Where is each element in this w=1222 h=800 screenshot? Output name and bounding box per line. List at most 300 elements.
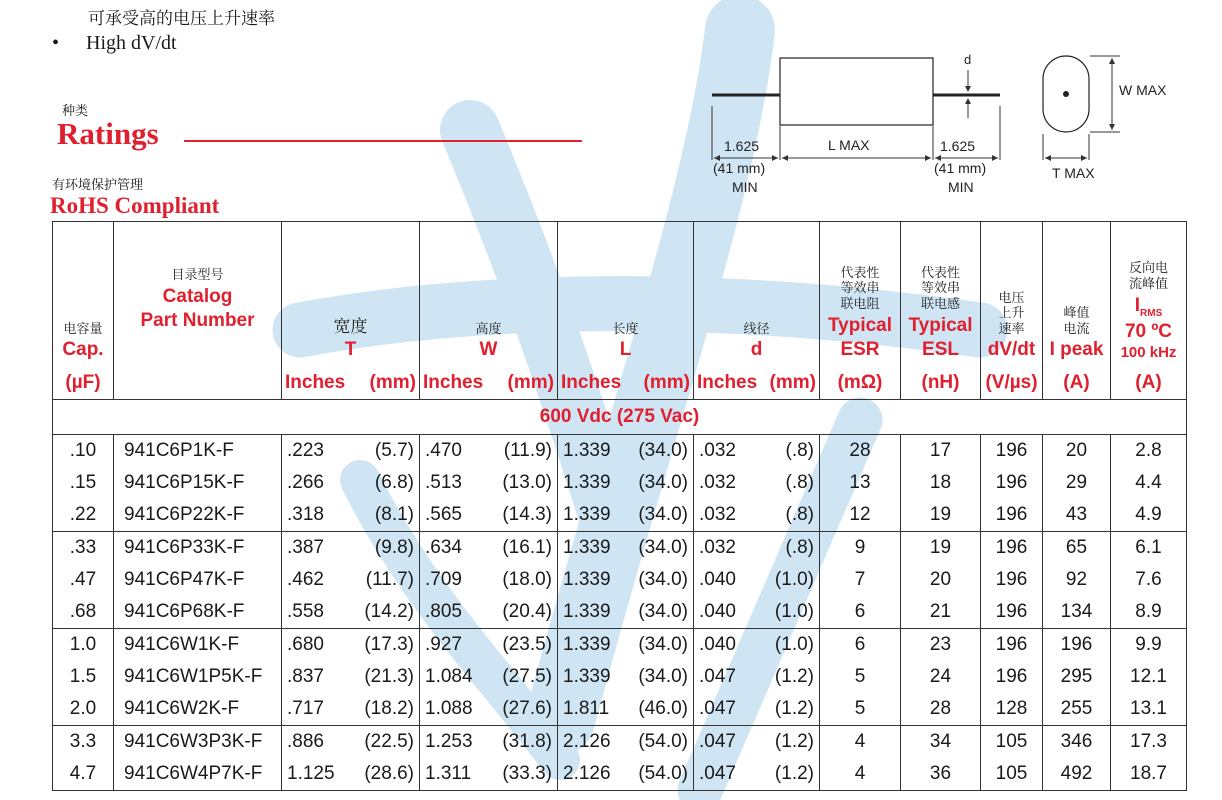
cell-t_in: .462 xyxy=(287,569,324,590)
header-esr-cn1: 代表性 xyxy=(840,265,880,281)
header-t-en: T xyxy=(344,339,357,361)
cell-esr: 12 xyxy=(820,499,901,532)
cell-w xyxy=(420,661,558,693)
cell-esr: 7 xyxy=(820,564,901,596)
header-dvdt-unit: (V/µs) xyxy=(985,372,1038,394)
cell-irms: 8.9 xyxy=(1111,596,1187,629)
cell-part: 941C6P22K-F xyxy=(114,499,282,532)
cell-cap: .22 xyxy=(53,499,114,532)
header-esr xyxy=(820,222,901,400)
cell-irms: 18.7 xyxy=(1111,758,1187,791)
header-l-mm: (mm) xyxy=(643,372,690,394)
header-dvdt-cn2: 上升 xyxy=(998,306,1025,322)
rohs-chinese-label: 有环境保护管理 xyxy=(52,178,144,193)
cell-l_in: 1.339 xyxy=(563,504,611,525)
cell-w_mm: (23.5) xyxy=(502,634,552,655)
ratings-chinese-label: 种类 xyxy=(62,104,89,119)
cell-ipeak: 196 xyxy=(1043,629,1111,662)
header-d-inches: Inches xyxy=(697,372,758,394)
intro-chinese-line: 可承受高的电压上升速率 xyxy=(88,9,275,29)
cell-w_mm: (11.9) xyxy=(503,440,552,461)
cell-d xyxy=(694,532,820,565)
cell-ipeak: 65 xyxy=(1043,532,1111,565)
cell-w_mm: (16.1) xyxy=(502,537,552,558)
cell-d xyxy=(694,629,820,662)
cell-d_in: .040 xyxy=(699,569,736,590)
cell-cap: .15 xyxy=(53,467,114,499)
cell-t xyxy=(282,726,420,759)
right-lead-length: 1.625 xyxy=(940,138,976,154)
cell-d_in: .040 xyxy=(699,634,736,655)
header-catalog-cn: 目录型号 xyxy=(171,267,224,283)
cell-w_in: .709 xyxy=(425,569,462,590)
cell-l_in: 1.811 xyxy=(563,698,610,719)
cell-l_in: 1.339 xyxy=(563,634,611,655)
cell-w_mm: (31.8) xyxy=(502,731,552,752)
header-w xyxy=(420,222,558,400)
cell-t_in: .266 xyxy=(287,472,324,493)
cell-d xyxy=(694,758,820,791)
cell-t_in: .318 xyxy=(287,504,324,525)
header-d-cn: 线径 xyxy=(743,321,770,337)
header-esr-cn2: 等效串 xyxy=(840,281,880,297)
cell-cap: 3.3 xyxy=(53,726,114,759)
cell-esl: 19 xyxy=(901,532,981,565)
table-row xyxy=(53,629,1187,662)
cell-esr: 6 xyxy=(820,629,901,662)
header-d xyxy=(694,222,820,400)
rohs-heading: RoHS Compliant xyxy=(50,193,220,218)
header-t xyxy=(282,222,420,400)
cell-cap: 4.7 xyxy=(53,758,114,791)
cell-d_mm: (1.2) xyxy=(774,698,814,719)
header-esl-cn2: 等效串 xyxy=(920,281,960,297)
cell-d_mm: (1.2) xyxy=(774,763,814,784)
table-row xyxy=(53,564,1187,596)
cell-w xyxy=(420,532,558,565)
cell-t_in: 1.125 xyxy=(287,763,335,784)
cell-t xyxy=(282,499,420,532)
cell-esl: 18 xyxy=(901,467,981,499)
cell-t_in: .886 xyxy=(287,731,324,752)
cell-l xyxy=(558,467,694,499)
header-dvdt-cn3: 速率 xyxy=(998,321,1025,337)
table-row xyxy=(53,596,1187,629)
header-l-cn: 长度 xyxy=(612,321,639,337)
cell-l_mm: (54.0) xyxy=(638,731,688,752)
cell-w_in: 1.253 xyxy=(425,731,473,752)
header-w-inches: Inches xyxy=(423,372,484,394)
cell-d_mm: (1.0) xyxy=(774,634,814,655)
cell-irms: 17.3 xyxy=(1111,726,1187,759)
cell-t_mm: (9.8) xyxy=(374,537,414,558)
cell-d_in: .047 xyxy=(699,731,736,752)
width-max-label: W MAX xyxy=(1119,82,1167,98)
left-lead-mm: (41 mm) xyxy=(713,160,766,176)
cell-dvdt: 196 xyxy=(981,532,1043,565)
header-esr-en2: ESR xyxy=(840,339,880,361)
cell-t_mm: (8.1) xyxy=(374,504,414,525)
cell-d_in: .032 xyxy=(699,504,736,525)
cell-w xyxy=(420,758,558,791)
cell-cap: .68 xyxy=(53,596,114,629)
cell-l_mm: (34.0) xyxy=(638,472,688,493)
cell-irms: 12.1 xyxy=(1111,661,1187,693)
header-cap-en: Cap. xyxy=(62,339,104,361)
cell-dvdt: 196 xyxy=(981,435,1043,468)
cell-esr: 9 xyxy=(820,532,901,565)
cell-esr: 13 xyxy=(820,467,901,499)
cell-d_mm: (1.2) xyxy=(774,666,814,687)
cell-l_in: 1.339 xyxy=(563,569,611,590)
header-ipeak-unit: (A) xyxy=(1063,372,1090,394)
cell-cap: .33 xyxy=(53,532,114,565)
ratings-table xyxy=(52,221,1187,791)
cell-l xyxy=(558,596,694,629)
cell-t xyxy=(282,596,420,629)
header-irms-sub: RMS xyxy=(1140,307,1163,319)
cell-d xyxy=(694,564,820,596)
cell-d_mm: (1.0) xyxy=(774,569,814,590)
cell-w_mm: (33.3) xyxy=(502,763,552,784)
cell-d_mm: (.8) xyxy=(785,537,814,558)
left-lead-length: 1.625 xyxy=(724,138,760,154)
header-esl-en1: Typical xyxy=(908,314,973,336)
cell-w xyxy=(420,693,558,726)
cell-w_mm: (27.6) xyxy=(502,698,552,719)
header-l-inches: Inches xyxy=(561,372,622,394)
cell-t_in: .680 xyxy=(287,634,324,655)
cell-esr: 5 xyxy=(820,693,901,726)
cell-w_mm: (14.3) xyxy=(502,504,552,525)
table-header xyxy=(53,222,1187,435)
cell-t_mm: (28.6) xyxy=(364,763,414,784)
cell-t_in: .223 xyxy=(287,440,324,461)
ratings-heading: Ratings xyxy=(57,116,159,151)
cell-t_in: .837 xyxy=(287,666,324,687)
table-row xyxy=(53,661,1187,693)
cell-ipeak: 255 xyxy=(1043,693,1111,726)
cell-ipeak: 29 xyxy=(1043,467,1111,499)
cell-t_mm: (11.7) xyxy=(365,569,414,590)
body-length-label: L MAX xyxy=(828,137,870,153)
cell-esr: 4 xyxy=(820,726,901,759)
cell-irms: 7.6 xyxy=(1111,564,1187,596)
cell-l_mm: (34.0) xyxy=(638,634,688,655)
header-irms-unit: (A) xyxy=(1135,372,1162,394)
cell-w xyxy=(420,499,558,532)
header-esr-en1: Typical xyxy=(827,314,893,336)
cell-irms: 4.9 xyxy=(1111,499,1187,532)
header-ipeak-en: I peak xyxy=(1049,339,1104,361)
cell-l_in: 1.339 xyxy=(563,601,611,622)
cell-irms: 2.8 xyxy=(1111,435,1187,468)
cell-t_mm: (21.3) xyxy=(364,666,414,687)
cell-t xyxy=(282,532,420,565)
header-t-cn: 宽度 xyxy=(333,317,368,338)
cell-d_in: .032 xyxy=(699,472,736,493)
cell-t_mm: (14.2) xyxy=(364,601,414,622)
cell-w xyxy=(420,467,558,499)
cell-t xyxy=(282,564,420,596)
cell-cap: .47 xyxy=(53,564,114,596)
cell-part: 941C6P1K-F xyxy=(114,435,282,468)
cell-esl: 17 xyxy=(901,435,981,468)
header-esr-cn3: 联电阻 xyxy=(840,297,880,313)
cell-ipeak: 20 xyxy=(1043,435,1111,468)
cell-ipeak: 43 xyxy=(1043,499,1111,532)
bullet-dot: • xyxy=(52,32,60,54)
cell-t_mm: (22.5) xyxy=(364,731,414,752)
cell-d_in: .032 xyxy=(699,537,736,558)
header-cap-unit: (µF) xyxy=(65,372,101,394)
cell-esl: 34 xyxy=(901,726,981,759)
lead-diameter-label: d xyxy=(964,52,972,67)
header-ipeak xyxy=(1043,222,1111,400)
cell-l xyxy=(558,661,694,693)
cell-cap: 1.0 xyxy=(53,629,114,662)
cell-l_mm: (34.0) xyxy=(638,537,688,558)
header-cap xyxy=(53,222,114,400)
cell-part: 941C6P33K-F xyxy=(114,532,282,565)
cell-w_in: .470 xyxy=(425,440,462,461)
header-irms-cn2: 流峰值 xyxy=(1128,277,1168,293)
thickness-max-label: T MAX xyxy=(1052,165,1095,181)
cell-l_in: 1.339 xyxy=(563,666,611,687)
cell-l_mm: (34.0) xyxy=(638,569,688,590)
voltage-rating-row: 600 Vdc (275 Vac) xyxy=(53,400,1187,435)
header-dvdt-cn1: 电压 xyxy=(998,290,1025,306)
right-lead-mm: (41 mm) xyxy=(934,160,987,176)
cell-w xyxy=(420,435,558,468)
cell-l xyxy=(558,693,694,726)
header-dvdt xyxy=(981,222,1043,400)
header-irms-en xyxy=(1112,295,1185,320)
cell-w_in: .634 xyxy=(425,537,462,558)
left-lead-min: MIN xyxy=(732,179,758,195)
cell-irms: 9.9 xyxy=(1111,629,1187,662)
table-row xyxy=(53,693,1187,726)
cell-w_in: 1.088 xyxy=(425,698,473,719)
cell-esl: 28 xyxy=(901,693,981,726)
cell-d_mm: (.8) xyxy=(785,472,814,493)
header-irms-i: I xyxy=(1134,294,1141,316)
cell-dvdt: 196 xyxy=(981,499,1043,532)
table-body xyxy=(53,435,1187,791)
cell-d xyxy=(694,596,820,629)
header-w-mm: (mm) xyxy=(507,372,554,394)
capacitor-dimension-diagram xyxy=(700,48,1210,198)
cell-l_in: 1.339 xyxy=(563,537,611,558)
cell-dvdt: 196 xyxy=(981,629,1043,662)
header-w-cn: 高度 xyxy=(475,321,502,337)
header-irms-temp: 70 ºC xyxy=(1124,321,1173,343)
cell-d xyxy=(694,467,820,499)
cell-d_in: .040 xyxy=(699,601,736,622)
cell-esr: 28 xyxy=(820,435,901,468)
cell-dvdt: 196 xyxy=(981,596,1043,629)
table-row xyxy=(53,726,1187,759)
cell-d_in: .032 xyxy=(699,440,736,461)
cell-d xyxy=(694,499,820,532)
cell-ipeak: 134 xyxy=(1043,596,1111,629)
cell-w_mm: (13.0) xyxy=(502,472,552,493)
cell-d_mm: (1.2) xyxy=(774,731,814,752)
header-esl-en2: ESL xyxy=(922,339,959,361)
cell-l xyxy=(558,629,694,662)
cell-dvdt: 196 xyxy=(981,564,1043,596)
cell-t xyxy=(282,629,420,662)
cell-d xyxy=(694,661,820,693)
cell-d_in: .047 xyxy=(699,666,736,687)
table-row xyxy=(53,758,1187,791)
header-w-en: W xyxy=(479,339,498,361)
cell-l_in: 1.339 xyxy=(563,472,611,493)
cell-d xyxy=(694,726,820,759)
right-lead-min: MIN xyxy=(948,179,974,195)
cell-part: 941C6P47K-F xyxy=(114,564,282,596)
cell-part: 941C6W1P5K-F xyxy=(114,661,282,693)
cell-l_in: 2.126 xyxy=(563,731,611,752)
cell-d_mm: (1.0) xyxy=(774,601,814,622)
header-esl xyxy=(901,222,981,400)
header-ipeak-cn2: 电流 xyxy=(1063,321,1090,337)
cell-dvdt: 105 xyxy=(981,758,1043,791)
cell-l_mm: (34.0) xyxy=(638,504,688,525)
cell-l xyxy=(558,499,694,532)
cell-w_in: .513 xyxy=(425,472,462,493)
header-t-mm: (mm) xyxy=(369,372,416,394)
cell-w_in: 1.311 xyxy=(425,763,472,784)
cell-t_mm: (5.7) xyxy=(374,440,414,461)
cell-esr: 6 xyxy=(820,596,901,629)
cell-t_in: .387 xyxy=(287,537,324,558)
cell-cap: .10 xyxy=(53,435,114,468)
cell-l xyxy=(558,532,694,565)
cell-d_in: .047 xyxy=(699,698,736,719)
cell-esl: 36 xyxy=(901,758,981,791)
cell-t_in: .558 xyxy=(287,601,324,622)
cell-dvdt: 196 xyxy=(981,661,1043,693)
table-row xyxy=(53,532,1187,565)
cell-d xyxy=(694,435,820,468)
cell-w_mm: (20.4) xyxy=(502,601,552,622)
header-catalog-en1: Catalog xyxy=(162,285,233,307)
cell-t_mm: (6.8) xyxy=(374,472,414,493)
cell-w xyxy=(420,726,558,759)
cell-w_mm: (27.5) xyxy=(502,666,552,687)
cell-esr: 4 xyxy=(820,758,901,791)
cell-l_mm: (34.0) xyxy=(638,666,688,687)
cell-esl: 19 xyxy=(901,499,981,532)
capacitor-body xyxy=(780,58,933,125)
feature-bullet xyxy=(52,32,177,55)
cell-t xyxy=(282,693,420,726)
cell-t_in: .717 xyxy=(287,698,324,719)
cell-l_mm: (54.0) xyxy=(638,763,688,784)
ratings-rule xyxy=(184,140,582,142)
header-cap-cn: 电容量 xyxy=(63,321,103,337)
cell-esl: 21 xyxy=(901,596,981,629)
header-dvdt-en: dV/dt xyxy=(987,339,1036,361)
cell-l xyxy=(558,564,694,596)
cell-t_mm: (18.2) xyxy=(364,698,414,719)
cell-w xyxy=(420,596,558,629)
cell-t xyxy=(282,661,420,693)
cell-w_mm: (18.0) xyxy=(502,569,552,590)
header-catalog xyxy=(114,222,282,400)
cell-irms: 6.1 xyxy=(1111,532,1187,565)
cell-ipeak: 295 xyxy=(1043,661,1111,693)
cell-esl: 20 xyxy=(901,564,981,596)
cell-l_mm: (34.0) xyxy=(638,601,688,622)
header-t-inches: Inches xyxy=(285,372,346,394)
cell-part: 941C6W1K-F xyxy=(114,629,282,662)
header-irms xyxy=(1111,222,1187,400)
cell-d xyxy=(694,693,820,726)
cell-t_mm: (17.3) xyxy=(364,634,414,655)
cell-w_in: .927 xyxy=(425,634,462,655)
cell-l_mm: (46.0) xyxy=(638,698,688,719)
cell-w_in: 1.084 xyxy=(425,666,473,687)
table-row xyxy=(53,467,1187,499)
cell-t xyxy=(282,758,420,791)
header-esl-cn1: 代表性 xyxy=(920,265,960,281)
cell-l xyxy=(558,758,694,791)
header-d-en: d xyxy=(750,339,763,361)
header-esl-cn3: 联电感 xyxy=(920,297,960,313)
cell-w xyxy=(420,629,558,662)
cell-dvdt: 196 xyxy=(981,467,1043,499)
header-ipeak-cn1: 峰值 xyxy=(1063,306,1090,322)
cell-t xyxy=(282,435,420,468)
cell-part: 941C6P15K-F xyxy=(114,467,282,499)
cell-ipeak: 492 xyxy=(1043,758,1111,791)
cell-part: 941C6W3P3K-F xyxy=(114,726,282,759)
cell-esl: 23 xyxy=(901,629,981,662)
cell-part: 941C6P68K-F xyxy=(114,596,282,629)
cell-part: 941C6W2K-F xyxy=(114,693,282,726)
cell-l_in: 2.126 xyxy=(563,763,611,784)
cell-ipeak: 92 xyxy=(1043,564,1111,596)
cell-t xyxy=(282,467,420,499)
cell-w xyxy=(420,564,558,596)
cell-w_in: .805 xyxy=(425,601,462,622)
table-row xyxy=(53,435,1187,468)
header-esl-unit: (nH) xyxy=(921,372,960,394)
cell-cap: 1.5 xyxy=(53,661,114,693)
cell-w_in: .565 xyxy=(425,504,462,525)
cell-d_mm: (.8) xyxy=(785,440,814,461)
cell-dvdt: 105 xyxy=(981,726,1043,759)
header-irms-cn1: 反向电 xyxy=(1128,261,1168,277)
header-d-mm: (mm) xyxy=(769,372,816,394)
cell-l_mm: (34.0) xyxy=(638,440,688,461)
cell-esl: 24 xyxy=(901,661,981,693)
header-catalog-en2: Part Number xyxy=(140,310,255,332)
table-row xyxy=(53,499,1187,532)
feature-text: High dV/dt xyxy=(86,32,177,54)
header-esr-unit: (mΩ) xyxy=(837,372,883,394)
cell-irms: 4.4 xyxy=(1111,467,1187,499)
cell-cap: 2.0 xyxy=(53,693,114,726)
header-irms-freq: 100 kHz xyxy=(1120,344,1177,362)
cell-part: 941C6W4P7K-F xyxy=(114,758,282,791)
cell-esr: 5 xyxy=(820,661,901,693)
cell-d_in: .047 xyxy=(699,763,736,784)
cell-l_in: 1.339 xyxy=(563,440,611,461)
cell-ipeak: 346 xyxy=(1043,726,1111,759)
